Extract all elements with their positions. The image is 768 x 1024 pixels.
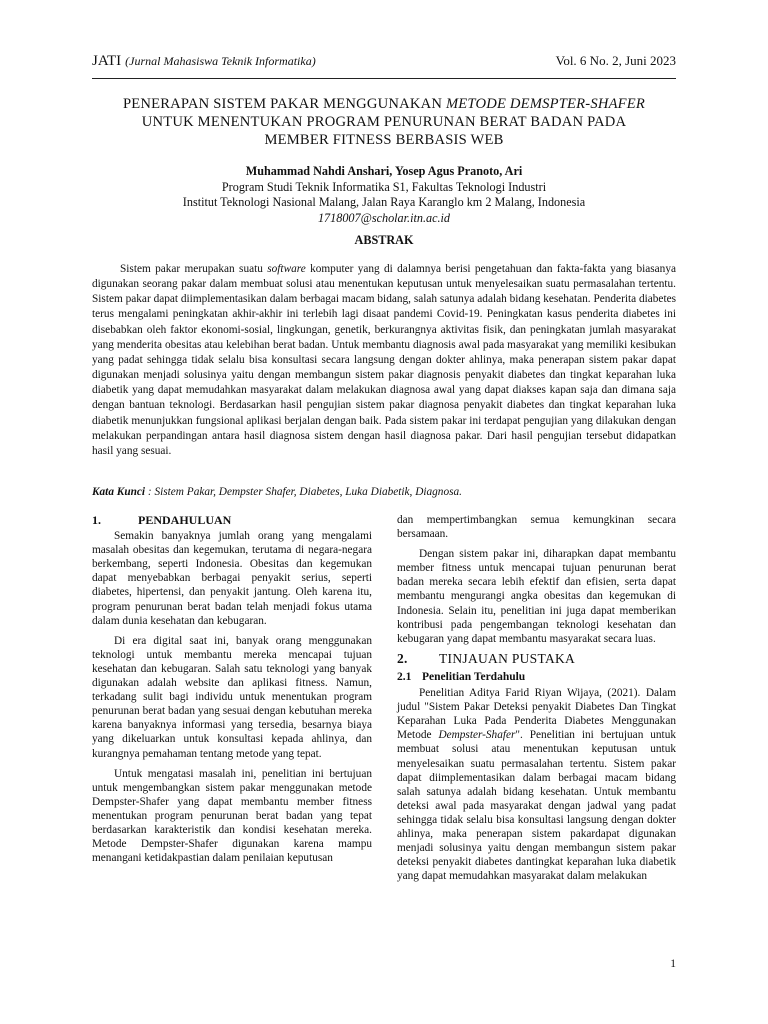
abstract-heading: ABSTRAK — [354, 233, 414, 247]
keywords-text: : Sistem Pakar, Dempster Shafer, Diabetes, Luka Diabetik, Diagnosa. — [145, 486, 462, 498]
abstract-italic-word: software — [267, 263, 306, 275]
section-2-number: 2. — [397, 650, 408, 666]
related-work-text-rest: ". Penelitian ini bertujuan untuk membuat solusi atau menentukan keputusan untuk menyelesaikan suatu permasalahan tertentu. Sistem pakar dapat diimplementasikan dalam berbagai macam bidang salah satunya adalah bidang kesehatan. Untuk membantu deteksi awal pada masyarakat dengan jadwal yang padat sehingga tidak selalu bisa konsultasi langsung dengan dokter ahlinya, maka penerapan sistem pakardapat digunakan menjadi solusinya yaitu dengan membangun sistem pakar deteksi penyakit diabetes dantingkat keparahan luka diabetik yang dapat memudahkan masyarakat dalam melakukan — [397, 729, 676, 883]
paper-title — [110, 95, 658, 149]
author-names: Muhammad Nahdi Anshari, Yosep Agus Pranoto, Ari — [245, 164, 523, 178]
abstract-body — [92, 262, 676, 459]
title-part-2-italic: METODE DEMSPTER-SHAFER — [445, 96, 646, 112]
intro-paragraph-3-continued: dan mempertimbangkan semua kemungkinan secara bersamaan. — [397, 514, 676, 541]
intro-paragraph-1: Semakin banyaknya jumlah orang yang mengalami masalah obesitas dan kegemukan, terutama di negara-negara berkembang, seperti Indonesia. Obesitas dan kegemukan dapat menyebabkan berbagai penyakit serius, seperti diabetes, hipertensi, dan penyakit jantung. Oleh karena itu, program penurunan berat badan telah menjadi fokus utama dalam dunia kesehatan dan kebugaran. — [92, 530, 372, 627]
subsection-2-1-heading — [397, 670, 676, 684]
section-1-heading — [92, 513, 372, 527]
abstract-text-start: Sistem pakar merupakan suatu — [120, 263, 268, 275]
journal-name: JATI — [92, 53, 122, 69]
affiliation-line-1: Program Studi Teknik Informatika S1, Fakultas Teknologi Industri — [221, 179, 547, 194]
journal-title — [92, 53, 316, 70]
subsection-2-1-title: Penelitian Terdahulu — [422, 670, 526, 683]
section-2-title: TINJAUAN PUSTAKA — [439, 650, 576, 666]
section-1-title: PENDAHULUAN — [138, 513, 232, 527]
right-column — [397, 513, 676, 889]
section-1-number: 1. — [92, 513, 101, 527]
left-column — [92, 513, 372, 871]
related-work-italic: Dempster-Shafer — [438, 729, 516, 742]
title-part-3: UNTUK MENENTUKAN PROGRAM PENURUNAN BERAT BADAN PADA MEMBER FITNESS BERBASIS WEB — [141, 114, 627, 148]
related-work-text-start: Penelitian Aditya Farid Riyan Wijaya, (2021). Dalam judul "Sistem Pakar Deteksi penyakit Diabetes Dan Tingkat Keparahan Luka Pada Penderita Diabetes Menggunakan Metode — [397, 687, 676, 742]
keywords — [92, 486, 676, 498]
section-2-heading — [397, 652, 676, 666]
author-email: 1718007@scholar.itn.ac.id — [317, 210, 451, 225]
header-divider — [92, 78, 676, 79]
intro-paragraph-2: Di era digital saat ini, banyak orang menggunakan teknologi untuk membantu mereka mencapai tujuan kesehatan dan kebugaran. Salah satu teknologi yang banyak digunakan adalah website dan aplikasi fitness. Namun, terkadang sulit bagi individu untuk menentukan program penurunan berat badan yang sesuai dengan kebutuhan mereka karena banyaknya informasi yang tersedia, besarnya biaya yang dikeluarkan untuk konsultasi kepada ahlinya, dan kurangnya pemahaman tentang metode yang tepat. — [92, 634, 372, 760]
keywords-label: Kata Kunci — [92, 486, 146, 498]
running-header — [92, 53, 676, 75]
intro-paragraph-3: Untuk mengatasi masalah ini, penelitian ini bertujuan untuk mengembangkan sistem pakar menggunakan metode Dempster-Shafer yang dapat membantu member fitness menentukan program penurunan berat badan yang tepat berdasarkan karakteristik dan kondisi kesehatan mereka. Metode Dempster-Shafer digunakan karena mampu menangani ketidakpastian dalam penilaian keputusan — [92, 767, 372, 865]
subsection-2-1-number: 2.1 — [397, 670, 412, 683]
journal-subtitle: (Jurnal Mahasiswa Teknik Informatika) — [125, 54, 316, 68]
volume-info: Vol. 6 No. 2, Juni 2023 — [555, 53, 676, 68]
affiliation-line-2: Institut Teknologi Nasional Malang, Jalan Raya Karanglo km 2 Malang, Indonesia — [182, 195, 586, 209]
title-part-1: PENERAPAN SISTEM PAKAR MENGGUNAKAN — [122, 96, 446, 112]
author-block — [92, 164, 676, 226]
abstract-text-rest: komputer yang di dalamnya berisi pengetahuan dan fakta-fakta yang biasanya digunakan seorang pakar dalam membuat solusi atau menentukan keputusan untuk menyelesaikan suatu permasalahan tertentu. Sistem pakar dapat diimplementasikan dalam berbagai macam bidang, salah satunya adalah bidang kesehatan. Penderita diabetes terus mengalami peningkatan akhir-akhir ini terlebih lagi disaat pandemi Covid-19. Peningkatan kasus penderita diabetes ini disebabkan oleh faktor ekonomi-sosial, lingkungan, genetik, berkurangnya aktivitas fisik, dan peningkatan jumlah masyarakat yang menderita obesitas atau kelebihan berat badan. Untuk membantu diagnosis awal pada masyarakat yang memiliki kesibukan yang padat sehingga tidak selalu bisa konsultasi secara langsung dengan dokter ahlinya, maka penerapan sistem pakar dapat digunakan menjadi solusinya yaitu dengan membangun sistem pakar diagnosis penyakit diabetes dan tingkat keparahan luka diabetik yang dapat memudahkan masyarakat dalam melakukan diagnosa awal yang dapat diakses kapan saja dan dimana saja dengan bantuan teknologi. Berdasarkan hasil pengujian sistem pakar diagnosa penyakit diabetes dan tingkat keparahan luka diabetik menunjukkan fungsional aplikasi berjalan dengan baik. Pada sistem pakar ini terdapat pengujian yang dilakukan dengan melakukan perpandingan antara hasil diagnosa sistem dengan hasil diagnosa pakar. Dari hasil pengujian tersebut didapatkan hasil yang sesuai. — [92, 263, 676, 457]
intro-paragraph-4: Dengan sistem pakar ini, diharapkan dapat membantu member fitness untuk mencapai tujuan penurunan berat badan mereka secara lebih efektif dan efisien, serta dapat membantu mengurangi angka obesitas dan kegemukan di Indonesia. Selain itu, penelitian ini juga dapat memberikan kontribusi pada pengembangan teknologi kesehatan dan kebugaran yang dapat membantu masyarakat secara luas. — [397, 548, 676, 645]
related-work-paragraph — [397, 686, 676, 883]
page-number: 1 — [670, 958, 676, 970]
